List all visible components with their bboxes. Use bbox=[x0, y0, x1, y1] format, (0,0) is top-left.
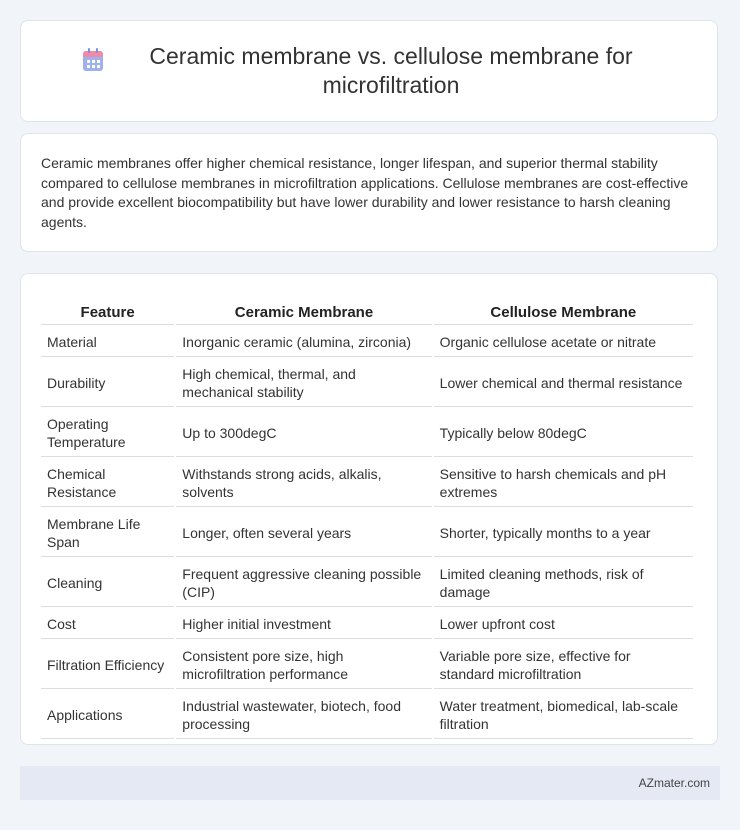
table-row bbox=[41, 609, 693, 639]
feature-cell: Applications bbox=[41, 691, 174, 739]
feature-cell: Durability bbox=[41, 359, 174, 407]
table-header-row bbox=[41, 296, 693, 325]
title-card bbox=[20, 20, 718, 122]
comparison-table-card bbox=[20, 273, 718, 745]
table-row bbox=[41, 409, 693, 457]
cellulose-cell: Shorter, typically months to a year bbox=[434, 509, 693, 557]
comparison-table bbox=[39, 294, 695, 741]
cellulose-cell: Lower upfront cost bbox=[434, 609, 693, 639]
footer-brand[interactable]: AZmater.com bbox=[638, 776, 710, 790]
ceramic-cell: Inorganic ceramic (alumina, zirconia) bbox=[176, 327, 431, 357]
feature-cell: Material bbox=[41, 327, 174, 357]
page-title: Ceramic membrane vs. cellulose membrane for microfiltration bbox=[149, 43, 633, 98]
cellulose-cell: Sensitive to harsh chemicals and pH extremes bbox=[434, 459, 693, 507]
feature-cell: Operating Temperature bbox=[41, 409, 174, 457]
feature-cell: Membrane Life Span bbox=[41, 509, 174, 557]
title-wrap bbox=[82, 42, 656, 100]
table-row bbox=[41, 509, 693, 557]
ceramic-cell: Withstands strong acids, alkalis, solvents bbox=[176, 459, 431, 507]
feature-cell: Filtration Efficiency bbox=[41, 641, 174, 689]
table-row bbox=[41, 359, 693, 407]
summary-text: Ceramic membranes offer higher chemical resistance, longer lifespan, and superior thermal stability compared to cellulose membranes in microfiltration applications. Cellulose membranes are cost-effective and provide excellent biocompatibility but have lower durability and lower resistance to harsh cleaning agents. bbox=[41, 155, 689, 230]
table-row bbox=[41, 327, 693, 357]
cellulose-cell: Lower chemical and thermal resistance bbox=[434, 359, 693, 407]
cellulose-cell: Variable pore size, effective for standard microfiltration bbox=[434, 641, 693, 689]
feature-cell: Chemical Resistance bbox=[41, 459, 174, 507]
feature-cell: Cost bbox=[41, 609, 174, 639]
table-row bbox=[41, 559, 693, 607]
ceramic-cell: Higher initial investment bbox=[176, 609, 431, 639]
table-row bbox=[41, 691, 693, 739]
table-row bbox=[41, 641, 693, 689]
ceramic-cell: Longer, often several years bbox=[176, 509, 431, 557]
table-row bbox=[41, 459, 693, 507]
footer bbox=[20, 766, 720, 800]
calendar-icon bbox=[82, 48, 104, 72]
ceramic-cell: Consistent pore size, high microfiltration performance bbox=[176, 641, 431, 689]
cellulose-cell: Typically below 80degC bbox=[434, 409, 693, 457]
feature-cell: Cleaning bbox=[41, 559, 174, 607]
summary-card bbox=[20, 133, 718, 252]
ceramic-cell: High chemical, thermal, and mechanical stability bbox=[176, 359, 431, 407]
ceramic-cell: Industrial wastewater, biotech, food processing bbox=[176, 691, 431, 739]
header-ceramic: Ceramic Membrane bbox=[176, 296, 431, 325]
ceramic-cell: Up to 300degC bbox=[176, 409, 431, 457]
ceramic-cell: Frequent aggressive cleaning possible (CIP) bbox=[176, 559, 431, 607]
header-cellulose: Cellulose Membrane bbox=[434, 296, 693, 325]
cellulose-cell: Organic cellulose acetate or nitrate bbox=[434, 327, 693, 357]
cellulose-cell: Water treatment, biomedical, lab-scale filtration bbox=[434, 691, 693, 739]
header-feature: Feature bbox=[41, 296, 174, 325]
cellulose-cell: Limited cleaning methods, risk of damage bbox=[434, 559, 693, 607]
